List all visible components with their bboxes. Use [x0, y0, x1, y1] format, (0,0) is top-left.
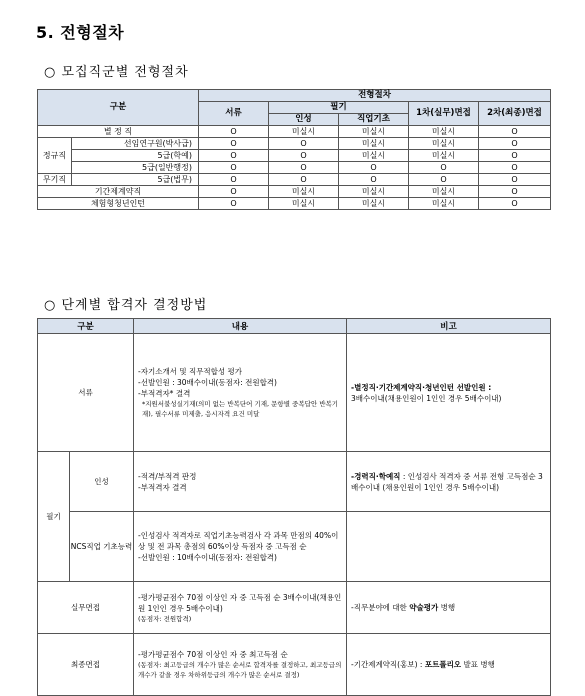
- row-label: 선임연구원(박사급): [72, 138, 199, 150]
- cell: 미실시: [339, 138, 409, 150]
- content-cell: [134, 582, 347, 634]
- content-note: (동점자: 최고등급의 개수가 많은 순서로 합격자를 결정하고, 최고등급의 개수가 같을 경우 차하위등급의 개수가 많은 순서로 결정): [138, 661, 342, 679]
- group-label: 무기직: [38, 174, 72, 186]
- table-row: [38, 186, 551, 198]
- note-cell: [347, 634, 551, 696]
- header-written: 필기: [269, 102, 409, 114]
- cell: 미실시: [269, 186, 339, 198]
- header-content: 내용: [134, 319, 347, 334]
- content-line: -평가평균점수 70점 이상인 자 중 최고득점 순: [138, 650, 288, 659]
- cell: O: [339, 174, 409, 186]
- table-row: [38, 582, 551, 634]
- row-label: 서류: [38, 334, 134, 452]
- note-bold: -경력직·학예직: [351, 471, 401, 481]
- table-row: [38, 174, 551, 186]
- content-cell: [134, 334, 347, 452]
- note-text: -직무분야에 대한: [351, 603, 410, 612]
- note-cell: [347, 512, 551, 582]
- table-row: [38, 162, 551, 174]
- note-text: -기간제계약직(홍보) :: [351, 660, 425, 669]
- note-text: 3배수이내(채용인원이 1인인 경우 5배수이내): [351, 393, 502, 403]
- note-text: 발표 병행: [461, 660, 495, 669]
- section2-heading: ○ 단계별 합격자 결정방법: [44, 298, 208, 313]
- header-note: 비고: [347, 319, 551, 334]
- cell: O: [479, 162, 551, 174]
- content-line: -선발인원 : 30배수이내(동점자: 전원합격): [138, 378, 277, 387]
- cell: O: [269, 138, 339, 150]
- content-line: -부적격자 결격: [138, 482, 187, 492]
- cell: 미실시: [409, 198, 479, 210]
- header-personality: 인성: [269, 114, 339, 126]
- cell: O: [269, 174, 339, 186]
- cell: O: [199, 150, 269, 162]
- content-line: -부적격자* 결격: [138, 389, 191, 398]
- table-row: [38, 150, 551, 162]
- header-document: 서류: [199, 102, 269, 126]
- note-bold: -별정직·기간제계약직·청년인턴 선발인원 :: [351, 382, 492, 392]
- cell: O: [409, 174, 479, 186]
- note-cell: [347, 334, 551, 452]
- cell: O: [199, 138, 269, 150]
- cell: O: [479, 150, 551, 162]
- cell: O: [199, 126, 269, 138]
- content-cell: [134, 452, 347, 512]
- table-row: [38, 198, 551, 210]
- table-row: [38, 634, 551, 696]
- cell: 미실시: [409, 138, 479, 150]
- row-label: 최종면접: [38, 634, 134, 696]
- content-line: -인성검사 적격자로 직업기초능력검사 각 과목 만점의 40%이상 및 전 과목 총점의 60%이상 득점자 중 고득점 순: [138, 531, 339, 551]
- note-bold: 약술평가: [409, 603, 439, 612]
- cell: 미실시: [409, 150, 479, 162]
- row-label: 기간제계약직: [38, 186, 199, 198]
- header-category: 구분: [38, 319, 134, 334]
- row-label: 실무면접: [38, 582, 134, 634]
- header-interview2: 2차(최종)면접: [479, 102, 551, 126]
- header-interview1: 1차(실무)면접: [409, 102, 479, 126]
- cell: 미실시: [339, 150, 409, 162]
- table-row: [38, 334, 551, 452]
- procedure-table: [37, 89, 551, 210]
- cell: O: [199, 186, 269, 198]
- decision-table: [37, 318, 551, 696]
- page-title: 5. 전형절차: [36, 23, 125, 42]
- cell: O: [199, 174, 269, 186]
- cell: 미실시: [409, 126, 479, 138]
- cell: 미실시: [339, 126, 409, 138]
- table-row: [38, 126, 551, 138]
- cell: 미실시: [339, 186, 409, 198]
- content-line: -평가평균점수 70점 이상인 자 중 고득점 순 3배수이내(채용인원 1인인 경우 5배수이내): [138, 592, 342, 613]
- header-basic: 직업기초: [339, 114, 409, 126]
- cell: 미실시: [269, 126, 339, 138]
- note-cell: [347, 582, 551, 634]
- row-label: 별 정 직: [38, 126, 199, 138]
- content-cell: [134, 512, 347, 582]
- note-text: 병행: [438, 603, 456, 612]
- cell: O: [199, 162, 269, 174]
- header-category: 구분: [38, 90, 199, 126]
- cell: 미실시: [339, 198, 409, 210]
- content-line: -선발인원 : 10배수이내(동점자: 전원합격): [138, 553, 277, 562]
- sub-label: 인성: [70, 452, 134, 512]
- row-label: 필기: [38, 452, 70, 582]
- row-label: 5급(법무): [72, 174, 199, 186]
- cell: 미실시: [409, 186, 479, 198]
- cell: O: [479, 126, 551, 138]
- content-cell: [134, 634, 347, 696]
- group-label: 정규직: [38, 138, 72, 174]
- row-label: 5급(학예): [72, 150, 199, 162]
- cell: O: [409, 162, 479, 174]
- cell: O: [269, 162, 339, 174]
- note-cell: [347, 452, 551, 512]
- content-note: *지원서불성실기재(의미 없는 반복단어 기재, 문항별 중복답안 반복기재), 필수서류 미제출, 응시자격 요건 미달: [142, 400, 339, 418]
- row-label: 5급(일반행정): [72, 162, 199, 174]
- cell: O: [479, 138, 551, 150]
- cell: O: [479, 174, 551, 186]
- table-row: [38, 452, 551, 512]
- header-procedure: 전형절차: [199, 90, 551, 102]
- sub-label: NCS직업 기초능력: [70, 512, 134, 582]
- cell: 미실시: [269, 198, 339, 210]
- content-line: -자기소개서 및 직무적합성 평가: [138, 367, 243, 376]
- cell: O: [339, 162, 409, 174]
- section1-heading: ○ 모집직군별 전형절차: [44, 65, 189, 80]
- content-note: (동점자: 전원합격): [138, 614, 192, 623]
- cell: O: [199, 198, 269, 210]
- cell: O: [479, 186, 551, 198]
- table-row: [38, 512, 551, 582]
- note-text: : 인성검사 적격자 중 서류 전형 고득점순 3배수이내 (채용인원이 1인인 경우 5배수이내): [351, 471, 543, 492]
- table-row: [38, 138, 551, 150]
- cell: O: [269, 150, 339, 162]
- row-label: 체험형청년인턴: [38, 198, 199, 210]
- note-bold: 포트폴리오: [424, 660, 462, 669]
- content-line: -적격/부적격 판정: [138, 471, 197, 481]
- cell: O: [479, 198, 551, 210]
